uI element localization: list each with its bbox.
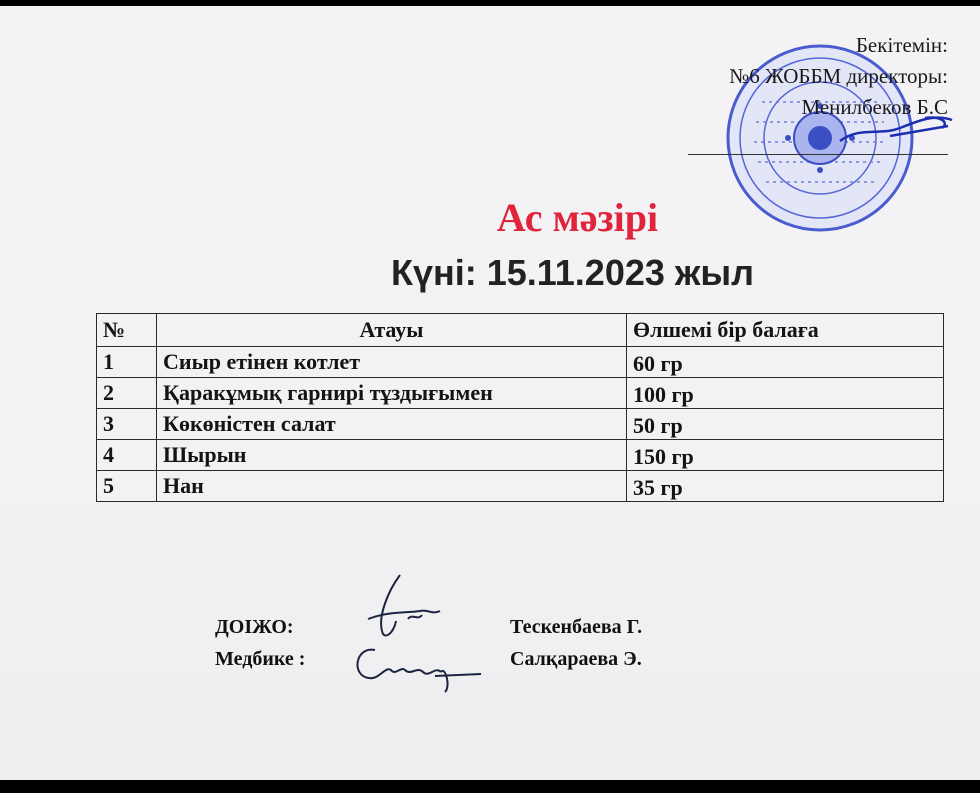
menu-date: Күні: 15.11.2023 жыл <box>390 252 755 293</box>
row-number: 3 <box>97 409 157 440</box>
table-row <box>97 347 944 378</box>
approval-position: №6 ЖОББМ директоры: <box>729 64 948 88</box>
table-row <box>97 378 944 409</box>
table-row <box>97 440 944 471</box>
signature-role: Медбике : <box>215 648 306 670</box>
photo-border <box>0 780 980 793</box>
table-row <box>97 409 944 440</box>
row-dish: Шырын <box>157 440 627 471</box>
row-dish: Көкөністен салат <box>157 409 627 440</box>
row-measure: 60 гр <box>627 347 944 378</box>
header-name: Атауы <box>157 314 627 347</box>
row-measure: 150 гр <box>627 440 944 471</box>
row-number: 1 <box>97 347 157 378</box>
row-measure: 100 гр <box>627 378 944 409</box>
approval-name: Менилбеков Б.С <box>801 95 948 119</box>
page-title: Ас мәзірі <box>496 195 659 240</box>
row-measure: 50 гр <box>627 409 944 440</box>
menu-table <box>96 313 944 502</box>
row-measure: 35 гр <box>627 471 944 502</box>
director-signature <box>830 106 960 156</box>
row-dish: Сиыр етінен котлет <box>157 347 627 378</box>
nurse-signature <box>345 636 485 696</box>
row-number: 4 <box>97 440 157 471</box>
table-header-row <box>97 314 944 347</box>
signature-name: Салқараева Э. <box>510 648 642 670</box>
table-row <box>97 471 944 502</box>
row-number: 5 <box>97 471 157 502</box>
header-number: № <box>97 314 157 347</box>
row-dish: Нан <box>157 471 627 502</box>
row-dish: Қаракұмық гарнирі тұздығымен <box>157 378 627 409</box>
row-number: 2 <box>97 378 157 409</box>
header-measure: Өлшемі бір балаға <box>627 314 944 347</box>
signature-role: ДОІЖО: <box>215 616 294 638</box>
approval-heading: Бекітемін: <box>855 33 948 57</box>
document-page <box>0 6 980 780</box>
signature-name: Тескенбаева Г. <box>510 616 643 638</box>
